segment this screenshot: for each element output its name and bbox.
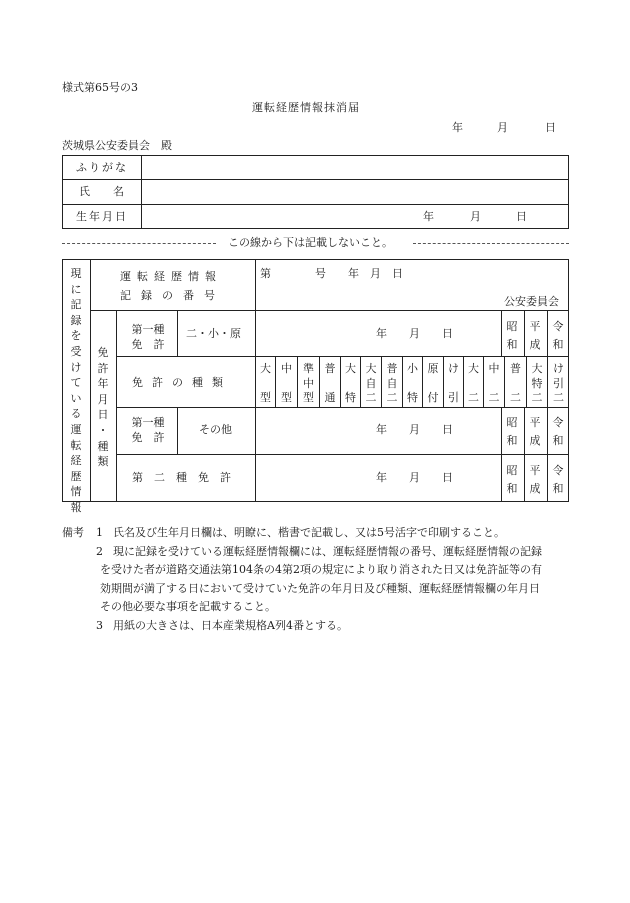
note-line: 氏名及び生年月日欄は、明瞭に、楷書で記載し、又は5号活字で印刷すること。 <box>113 526 505 539</box>
form-number: 様式第65号の3 <box>62 81 138 94</box>
license-type-char: 通 <box>324 391 336 404</box>
row3-date-field[interactable] <box>256 408 501 454</box>
license-type-char: 特 <box>345 391 356 404</box>
cut-line-right <box>413 243 569 244</box>
license-type-char: 二 <box>488 391 500 404</box>
public-safety-commission: 公安委員会 <box>504 295 559 308</box>
era-cell[interactable]: 平 成 <box>529 416 541 447</box>
note-number: 1 <box>96 526 103 539</box>
cut-line-left <box>62 243 216 244</box>
furigana-field[interactable] <box>142 156 568 179</box>
row1-date-field[interactable] <box>256 311 501 356</box>
birthdate-label: 生年月日 <box>76 210 128 223</box>
license-type-char: 二 <box>531 391 543 404</box>
license-type-char: 普 <box>324 362 336 375</box>
license-type-cell[interactable] <box>256 357 275 407</box>
furigana-label: ふりがな <box>76 161 128 174</box>
license-type-cell[interactable] <box>320 357 340 407</box>
class1-label-row3: 第一種 免 許 <box>131 416 165 444</box>
era-cell[interactable]: 昭 和 <box>506 416 518 447</box>
era-cell[interactable]: 平 成 <box>529 464 541 495</box>
license-type-char: 普 <box>386 362 398 375</box>
license-type-char: 小 <box>407 362 418 375</box>
license-type-char: 大 <box>365 362 377 375</box>
record-number-value: 第 号 年 月 日 <box>260 267 403 280</box>
record-number-label-1: 運転経歴情報 <box>120 270 222 283</box>
header-date-year: 年 <box>452 121 463 134</box>
license-type-char: 中 <box>488 362 500 375</box>
license-type-char: 原 <box>427 362 439 375</box>
row3-date: 年 月 日 <box>376 423 453 436</box>
note-line: その他必要な事項を記載すること。 <box>100 600 276 613</box>
license-type-char: 型 <box>303 391 314 404</box>
note-line: を受けた者が道路交通法第104条の4第2項の規定により取り消された日又は免許証等の有 <box>100 563 542 576</box>
license-type-cell[interactable] <box>444 357 463 407</box>
era-cell[interactable]: 平 成 <box>529 320 541 351</box>
birthdate-day: 日 <box>516 210 527 223</box>
class2-label: 第二種免許 <box>132 471 242 484</box>
license-type-char: 二 <box>386 391 398 404</box>
license-type-char: 二 <box>510 391 521 404</box>
header-date-day: 日 <box>545 121 556 134</box>
license-type-cell[interactable] <box>276 357 297 407</box>
license-type-char: 二 <box>365 391 377 404</box>
license-type-cell[interactable] <box>298 357 319 407</box>
name-label: 氏 名 <box>79 185 130 198</box>
class1-sub-b: その他 <box>199 423 232 436</box>
license-type-char: 大 <box>345 362 356 375</box>
record-number-field[interactable] <box>256 260 568 309</box>
addressee: 茨城県公安委員会 殿 <box>62 139 172 152</box>
license-type-char: 準 <box>303 362 314 375</box>
license-type-char: 二 <box>553 391 564 404</box>
birthdate-field[interactable] <box>142 205 568 228</box>
birthdate-year: 年 <box>423 210 434 223</box>
class1-label-row1: 第一種 免 許 <box>131 323 165 351</box>
note-line: 現に記録を受けている運転経歴情報欄には、運転経歴情報の番号、運転経歴情報の記録 <box>113 544 542 558</box>
license-type-cell[interactable] <box>484 357 504 407</box>
license-type-char: 自 <box>365 376 377 390</box>
license-type-char: け <box>448 362 459 375</box>
license-type-cell[interactable] <box>382 357 402 407</box>
license-type-char: 大 <box>531 362 543 375</box>
birthdate-month: 月 <box>470 210 481 223</box>
license-type-char: け <box>553 362 564 375</box>
row4-date-field[interactable] <box>256 455 501 501</box>
license-date-label: 免 許 年 月 日 ・ 種 類 <box>97 346 109 469</box>
license-type-char: 引 <box>553 376 564 390</box>
license-type-char: 大 <box>468 362 479 375</box>
side-label-current-record: 現 に 記 録 を 受 け て い る 運 転 経 歴 情 報 <box>70 267 82 514</box>
license-type-char: 中 <box>303 376 314 390</box>
license-type-cell[interactable] <box>505 357 526 407</box>
row4-date: 年 月 日 <box>376 471 453 484</box>
license-type-char: 大 <box>260 362 271 375</box>
note-line: 用紙の大きさは、日本産業規格A列4番とする。 <box>113 618 348 632</box>
name-field[interactable] <box>142 180 568 204</box>
license-type-cell[interactable] <box>548 357 569 407</box>
license-type-cell[interactable] <box>423 357 443 407</box>
license-type-cell[interactable] <box>403 357 422 407</box>
note-number: 3 <box>96 618 103 632</box>
header-date-month: 月 <box>497 121 508 134</box>
license-type-char: 特 <box>531 376 543 390</box>
license-type-cell[interactable] <box>361 357 381 407</box>
era-cell[interactable]: 令 和 <box>552 320 564 351</box>
license-type-cell[interactable] <box>341 357 360 407</box>
era-cell[interactable]: 令 和 <box>552 416 564 447</box>
era-cell[interactable]: 昭 和 <box>506 320 518 351</box>
license-type-char: 付 <box>427 391 439 404</box>
license-type-label: 免許の種類 <box>132 376 232 389</box>
record-number-label-2: 記録の番号 <box>120 289 225 302</box>
license-type-char: 特 <box>407 391 418 404</box>
license-type-cell[interactable] <box>527 357 547 407</box>
form-title: 運転経歴情報抹消届 <box>252 101 360 114</box>
license-type-char: 普 <box>510 362 521 375</box>
row1-date: 年 月 日 <box>376 327 453 340</box>
note-number: 2 <box>96 544 103 558</box>
class1-sub-a: 二・小・原 <box>186 327 241 340</box>
cut-line-text: この線から下は記載しないこと。 <box>228 236 393 249</box>
era-cell[interactable]: 令 和 <box>552 464 564 495</box>
license-type-char: 中 <box>281 362 292 375</box>
era-cell[interactable]: 昭 和 <box>506 464 518 495</box>
note-line: 効期間が満了する日において受けていた免許の年月日及び種類、運転経歴情報欄の年月日 <box>100 581 540 595</box>
license-type-char: 自 <box>386 376 398 390</box>
license-type-cell[interactable] <box>464 357 483 407</box>
notes-heading: 備考 <box>62 526 84 539</box>
license-type-char: 二 <box>468 391 479 404</box>
license-type-char: 型 <box>260 391 271 404</box>
license-type-char: 型 <box>281 391 292 404</box>
license-type-char: 引 <box>448 391 459 404</box>
